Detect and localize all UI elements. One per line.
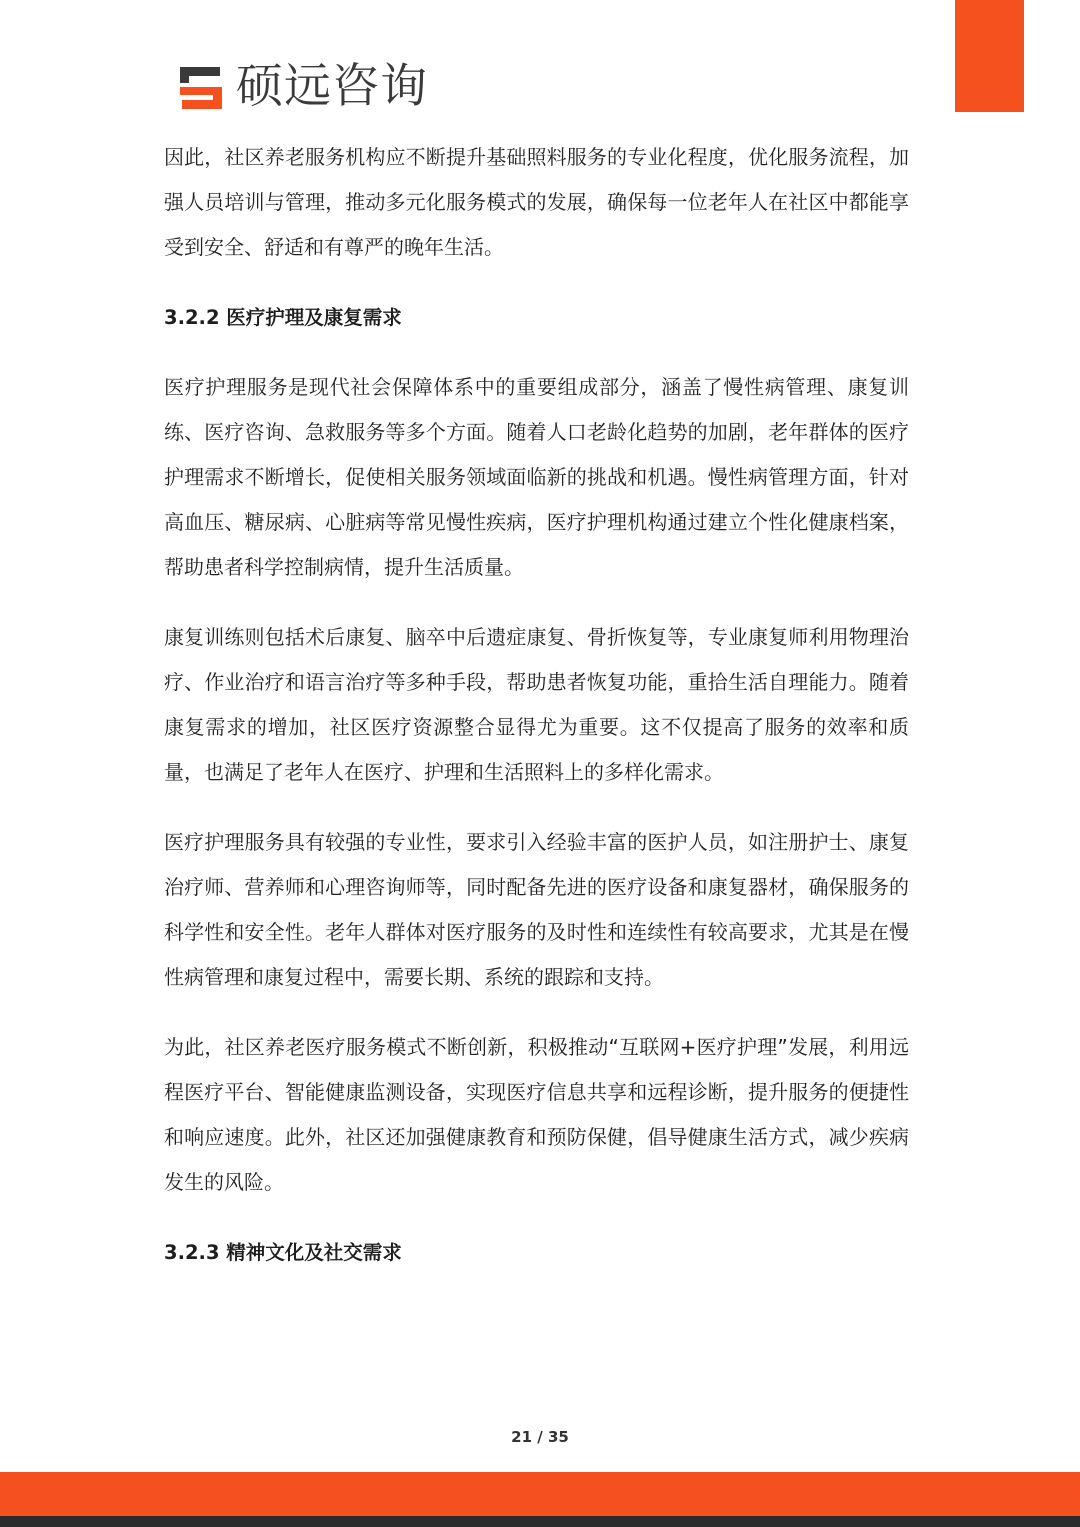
spacer [164, 1000, 909, 1025]
paragraph-rehabilitation: 康复训练则包括术后康复、脑卒中后遗症康复、骨折恢复等，专业康复师利用物理治疗、作业治疗和语言治疗等多种手段，帮助患者恢复功能，重拾生活自理能力。随着康复需求的增加，社区医疗资源整合显得尤为重要。这不仅提高了服务的效率和质量，也满足了老年人在医疗、护理和生活照料上的多样化需求。 [164, 625, 909, 784]
spacer [164, 795, 909, 820]
paragraph-professional-staff: 医疗护理服务具有较强的专业性，要求引入经验丰富的医护人员，如注册护士、康复治疗师、营养师和心理咨询师等，同时配备先进的医疗设备和康复器材，确保服务的科学性和安全性。老年人群体对医疗服务的及时性和连续性有较高要求，尤其是在慢性病管理和康复过程中，需要长期、系统的跟踪和支持。 [164, 830, 909, 989]
logo-mark-dark-part [180, 67, 220, 83]
paragraph-internet-medical: 为此，社区养老医疗服务模式不断创新，积极推动“互联网+医疗护理”发展，利用远程医疗平台、智能健康监测设备，实现医疗信息共享和远程诊断，提升服务的便捷性和响应速度。此外，社区还加强健康教育和预防保健，倡导健康生活方式，减少疾病发生的风险。 [164, 1035, 909, 1194]
logo-mark-accent-part [180, 87, 222, 109]
s-brand-logo-icon [176, 63, 226, 111]
brand-logo [176, 58, 428, 116]
spacer [164, 270, 909, 295]
section-heading-3-2-2: 3.2.2 医疗护理及康复需求 [164, 306, 402, 329]
paragraph-intro: 因此，社区养老服务机构应不断提升基础照料服务的专业化程度，优化服务流程，加强人员培训与管理，推动多元化服务模式的发展，确保每一位老年人在社区中都能享受到安全、舒适和有尊严的晚年生活。 [164, 145, 909, 259]
spacer [164, 340, 909, 365]
footer-dark-strip [0, 1516, 1080, 1527]
paragraph-medical-care: 医疗护理服务是现代社会保障体系中的重要组成部分，涵盖了慢性病管理、康复训练、医疗咨询、急救服务等多个方面。随着人口老龄化趋势的加剧，老年群体的医疗护理需求不断增长，促使相关服务领域面临新的挑战和机遇。慢性病管理方面，针对高血压、糖尿病、心脏病等常见慢性疾病，医疗护理机构通过建立个性化健康档案，帮助患者科学控制病情，提升生活质量。 [164, 375, 909, 579]
section-heading-3-2-3: 3.2.3 精神文化及社交需求 [164, 1241, 402, 1264]
document-body [164, 135, 909, 1275]
footer-accent-bar [0, 1472, 1080, 1516]
spacer [164, 1205, 909, 1230]
spacer [164, 590, 909, 615]
brand-name: 硕远咨询 [236, 59, 428, 114]
corner-accent-block [955, 0, 1024, 112]
page-number: 21 / 35 [511, 1428, 569, 1446]
